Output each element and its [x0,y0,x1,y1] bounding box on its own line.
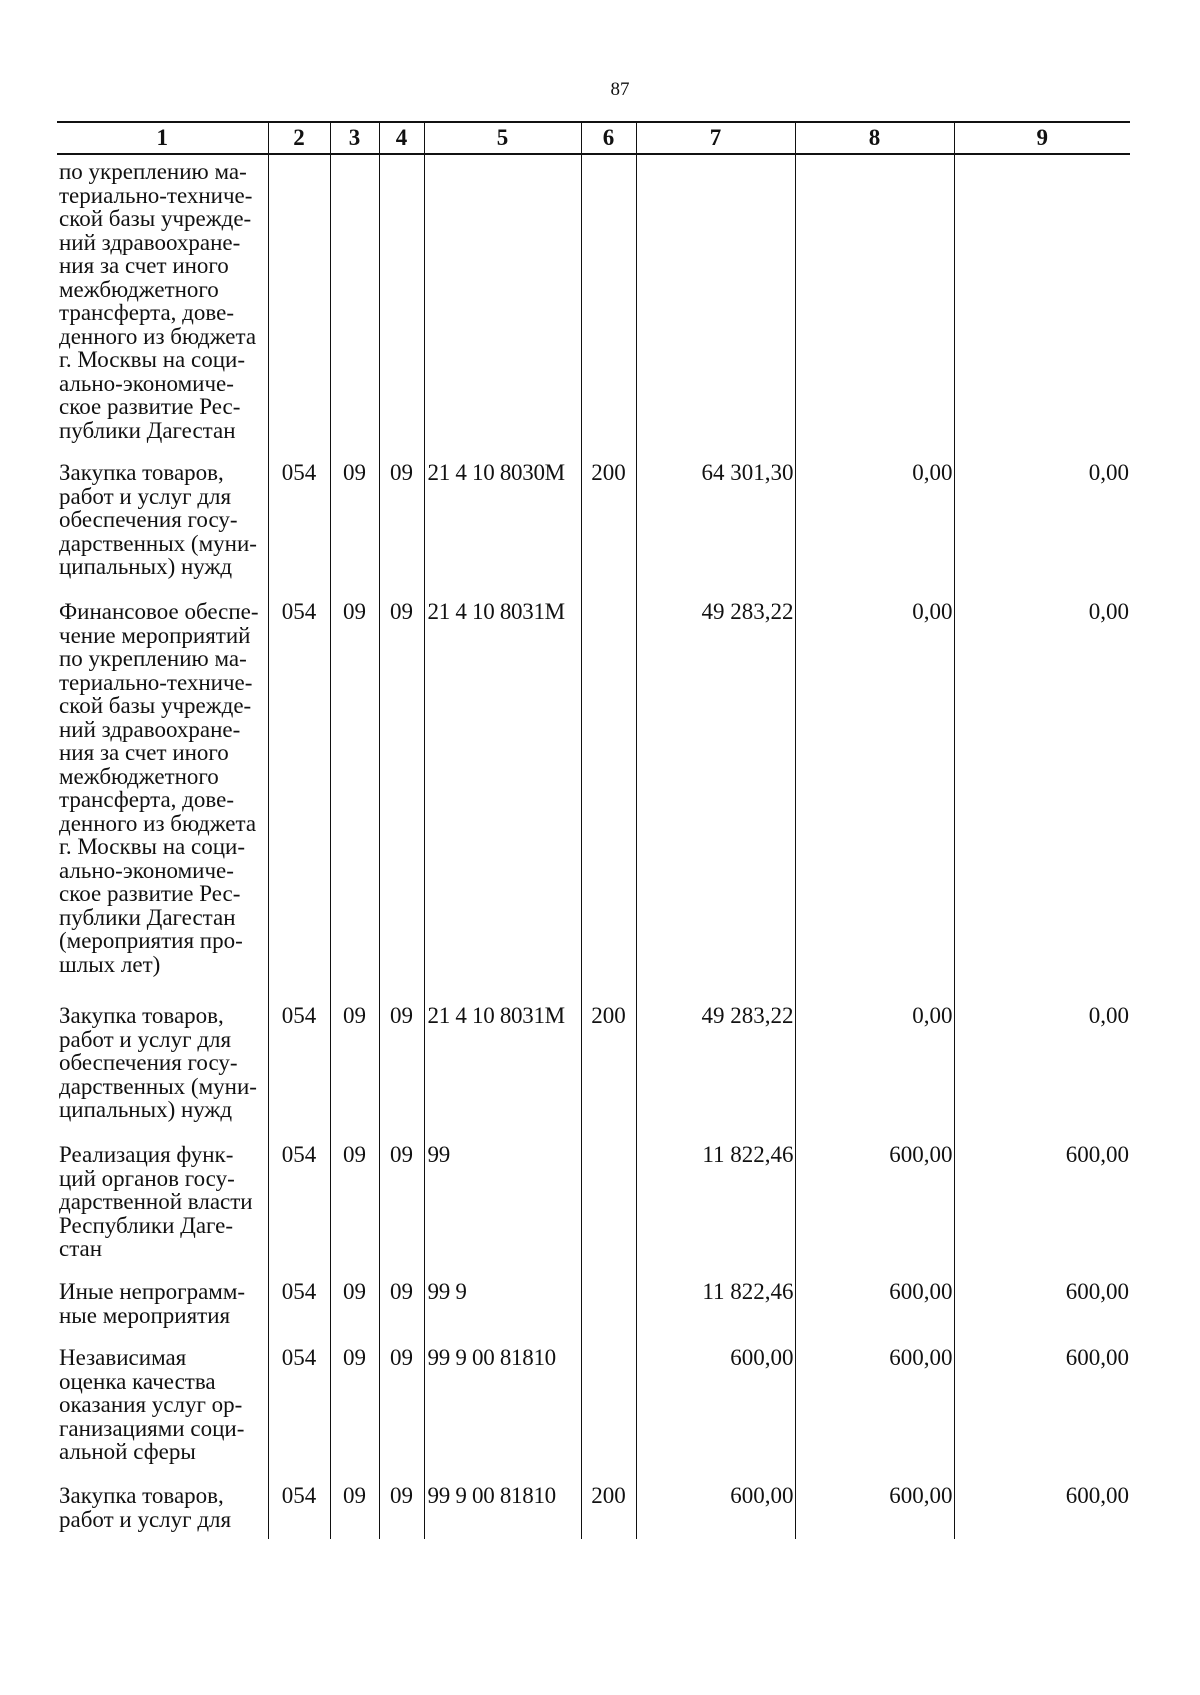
cell-col2: 054 [268,456,330,595]
row-name: Закупка товаров, работ и услуг для обеспечения госу- дарственных (муни- ципальных) нужд [59,1003,257,1122]
cell-col6 [581,1341,636,1479]
cell-col5: 21 4 10 8030M [424,456,581,595]
cell-col7: 600,00 [636,1479,795,1539]
col-header-9: 9 [954,122,1130,154]
table-row [57,999,1130,1138]
cell-col7: 64 301,30 [636,456,795,595]
row-name: Финансовое обеспе- чение мероприятий по укреплению ма- териально-техниче- ской базы учрежде- ний здравоохране- ния за счет иного межбюджетного трансферта, дове- денного из бюджета г. Москвы на соци- ально-экономиче- ское развитие Рес- публики Дагестан (мероприятия про- шлых лет) [59,599,259,977]
cell-col8: 600,00 [795,1341,954,1479]
cell-col8: 0,00 [795,999,954,1138]
cell-col3 [330,154,379,456]
cell-col4: 09 [379,999,424,1138]
cell-col4: 09 [379,1341,424,1479]
cell-col9: 0,00 [954,595,1130,999]
cell-col7: 11 822,46 [636,1138,795,1275]
cell-col9: 600,00 [954,1479,1130,1539]
cell-col9 [954,154,1130,456]
cell-col4: 09 [379,1479,424,1539]
cell-col2: 054 [268,1341,330,1479]
cell-col8: 0,00 [795,456,954,595]
cell-col6 [581,154,636,456]
cell-col9: 600,00 [954,1341,1130,1479]
cell-col2: 054 [268,595,330,999]
table-row [57,1479,1130,1539]
col-header-2: 2 [268,122,330,154]
row-name: Реализация функ- ций органов госу- дарственной власти Республики Даге- стан [59,1142,253,1261]
col-header-1: 1 [57,122,268,154]
cell-col6: 200 [581,1479,636,1539]
cell-col7: 49 283,22 [636,999,795,1138]
page-number: 87 [610,79,630,100]
col-header-7: 7 [636,122,795,154]
cell-col3: 09 [330,999,379,1138]
cell-col8: 0,00 [795,595,954,999]
cell-col7: 11 822,46 [636,1275,795,1341]
table-row [57,1341,1130,1479]
table-row [57,1275,1130,1341]
col-header-4: 4 [379,122,424,154]
cell-col4 [379,154,424,456]
cell-col5: 99 9 [424,1275,581,1341]
header-row [57,122,1130,154]
table-row [57,154,1130,456]
cell-col3: 09 [330,456,379,595]
cell-col4: 09 [379,456,424,595]
budget-table [57,121,1130,1539]
cell-col6: 200 [581,999,636,1138]
table-row [57,595,1130,999]
cell-col4: 09 [379,1138,424,1275]
cell-col5: 99 9 00 81810 [424,1479,581,1539]
cell-col3: 09 [330,595,379,999]
table-row [57,456,1130,595]
row-name: Закупка товаров, работ и услуг для обеспечения госу- дарственных (муни- ципальных) нужд [59,460,257,579]
cell-col2: 054 [268,1479,330,1539]
cell-col3: 09 [330,1479,379,1539]
cell-col6 [581,1275,636,1341]
cell-col5 [424,154,581,456]
cell-col3: 09 [330,1275,379,1341]
cell-col6 [581,595,636,999]
cell-col2: 054 [268,1138,330,1275]
cell-col4: 09 [379,1275,424,1341]
cell-col9: 600,00 [954,1275,1130,1341]
table-row [57,1138,1130,1275]
col-header-5: 5 [424,122,581,154]
col-header-8: 8 [795,122,954,154]
cell-col5: 99 [424,1138,581,1275]
cell-col6: 200 [581,456,636,595]
cell-col9: 0,00 [954,456,1130,595]
col-header-6: 6 [581,122,636,154]
cell-col8: 600,00 [795,1479,954,1539]
cell-col3: 09 [330,1341,379,1479]
cell-col5: 21 4 10 8031M [424,595,581,999]
row-name: Независимая оценка качества оказания услуг ор- ганизациями соци- альной сферы [59,1345,245,1464]
row-name: Иные непрограмм- ные мероприятия [59,1279,246,1328]
cell-col5: 21 4 10 8031M [424,999,581,1138]
cell-col9: 0,00 [954,999,1130,1138]
cell-col7: 600,00 [636,1341,795,1479]
row-name: Закупка товаров, работ и услуг для [59,1483,232,1532]
cell-col7 [636,154,795,456]
cell-col6 [581,1138,636,1275]
cell-col4: 09 [379,595,424,999]
cell-col3: 09 [330,1138,379,1275]
row-name: по укреплению ма- териально-техниче- ской базы учрежде- ний здравоохране- ния за счет иного межбюджетного трансферта, дове- денного из бюджета г. Москвы на соци- ально-экономиче- ское развитие Рес- публики Дагестан [59,159,257,443]
cell-col5: 99 9 00 81810 [424,1341,581,1479]
cell-col2: 054 [268,1275,330,1341]
cell-col7: 49 283,22 [636,595,795,999]
cell-col8: 600,00 [795,1275,954,1341]
cell-col2 [268,154,330,456]
cell-col2: 054 [268,999,330,1138]
cell-col8 [795,154,954,456]
cell-col8: 600,00 [795,1138,954,1275]
cell-col9: 600,00 [954,1138,1130,1275]
col-header-3: 3 [330,122,379,154]
